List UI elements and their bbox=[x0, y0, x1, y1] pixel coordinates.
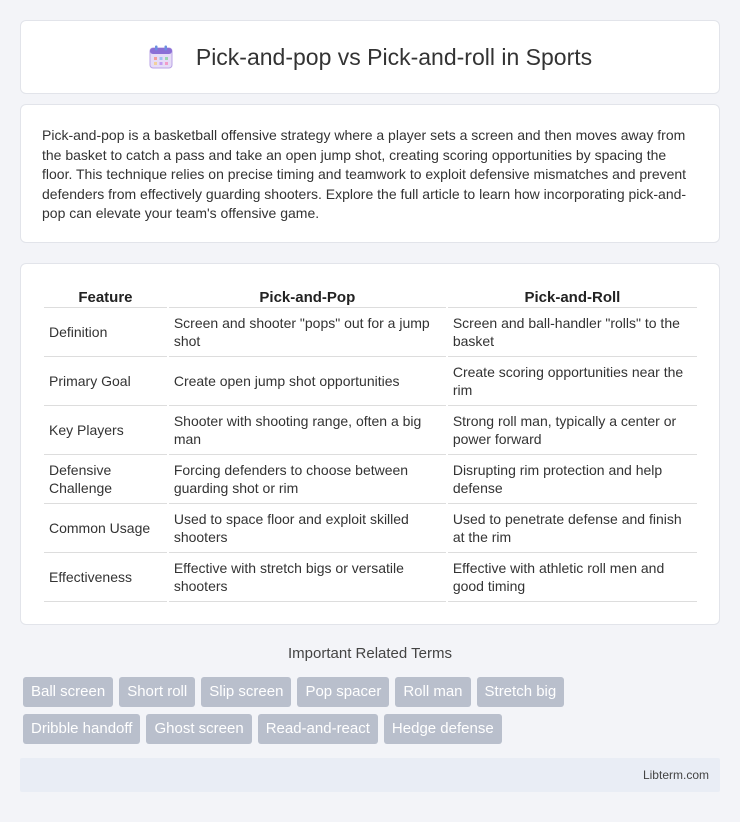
row-pick-and-pop: Forcing defenders to choose between guarding shot or rim bbox=[169, 455, 446, 504]
table-row bbox=[44, 504, 697, 553]
row-pick-and-roll: Screen and ball-handler "rolls" to the basket bbox=[448, 308, 697, 357]
row-pick-and-roll: Create scoring opportunities near the rim bbox=[448, 357, 697, 406]
related-terms-title: Important Related Terms bbox=[288, 645, 452, 662]
tag-ghost-screen[interactable]: Ghost screen bbox=[146, 714, 251, 744]
tag-row bbox=[23, 714, 703, 744]
row-pick-and-roll: Effective with athletic roll men and good timing bbox=[448, 553, 697, 602]
calendar-icon bbox=[148, 44, 174, 70]
row-pick-and-pop: Screen and shooter "pops" out for a jump shot bbox=[169, 308, 446, 357]
tag-pop-spacer[interactable]: Pop spacer bbox=[297, 677, 389, 707]
header-pick-and-roll: Pick-and-Roll bbox=[448, 284, 697, 308]
tag-ball-screen[interactable]: Ball screen bbox=[23, 677, 113, 707]
row-feature: Key Players bbox=[44, 406, 167, 455]
row-feature: Primary Goal bbox=[44, 357, 167, 406]
table-row bbox=[44, 308, 697, 357]
page-title: Pick-and-pop vs Pick-and-roll in Sports bbox=[195, 43, 593, 70]
tag-short-roll[interactable]: Short roll bbox=[119, 677, 195, 707]
footer-site-link[interactable]: Libterm.com bbox=[642, 768, 709, 782]
table-row bbox=[44, 357, 697, 406]
table-row bbox=[44, 406, 697, 455]
table-header-row bbox=[44, 284, 697, 308]
row-pick-and-roll: Strong roll man, typically a center or power forward bbox=[448, 406, 697, 455]
table-row bbox=[44, 553, 697, 602]
tag-hedge-defense[interactable]: Hedge defense bbox=[384, 714, 502, 744]
header-pick-and-pop: Pick-and-Pop bbox=[169, 284, 446, 308]
comparison-card bbox=[20, 263, 720, 625]
tag-roll-man[interactable]: Roll man bbox=[395, 677, 470, 707]
row-pick-and-pop: Effective with stretch bigs or versatile shooters bbox=[169, 553, 446, 602]
row-feature: Common Usage bbox=[44, 504, 167, 553]
tag-row bbox=[23, 677, 703, 707]
comparison-table bbox=[42, 284, 699, 602]
title-card bbox=[20, 20, 720, 94]
row-pick-and-pop: Shooter with shooting range, often a big man bbox=[169, 406, 446, 455]
tag-read-and-react[interactable]: Read-and-react bbox=[258, 714, 378, 744]
row-feature: Effectiveness bbox=[44, 553, 167, 602]
table-row bbox=[44, 455, 697, 504]
row-pick-and-pop: Create open jump shot opportunities bbox=[169, 357, 446, 406]
row-pick-and-pop: Used to space floor and exploit skilled shooters bbox=[169, 504, 446, 553]
footer bbox=[20, 758, 720, 792]
intro-card bbox=[20, 104, 720, 243]
row-feature: Definition bbox=[44, 308, 167, 357]
row-feature: Defensive Challenge bbox=[44, 455, 167, 504]
related-terms-tags bbox=[23, 677, 703, 751]
tag-slip-screen[interactable]: Slip screen bbox=[201, 677, 291, 707]
tag-dribble-handoff[interactable]: Dribble handoff bbox=[23, 714, 140, 744]
intro-paragraph: Pick-and-pop is a basketball offensive strategy where a player sets a screen and then moves away from the basket to catch a pass and take an open jump shot, creating scoring opportunities by spacing the floor. This technique relies on precise timing and teamwork to exploit defensive mismatches and prevent defenders from effectively guarding shooters. Explore the full article to learn how incorporating pick-and-pop can elevate your team's offensive game. bbox=[42, 127, 687, 222]
row-pick-and-roll: Disrupting rim protection and help defense bbox=[448, 455, 697, 504]
row-pick-and-roll: Used to penetrate defense and finish at the rim bbox=[448, 504, 697, 553]
header-feature: Feature bbox=[44, 284, 167, 308]
tag-stretch-big[interactable]: Stretch big bbox=[477, 677, 565, 707]
